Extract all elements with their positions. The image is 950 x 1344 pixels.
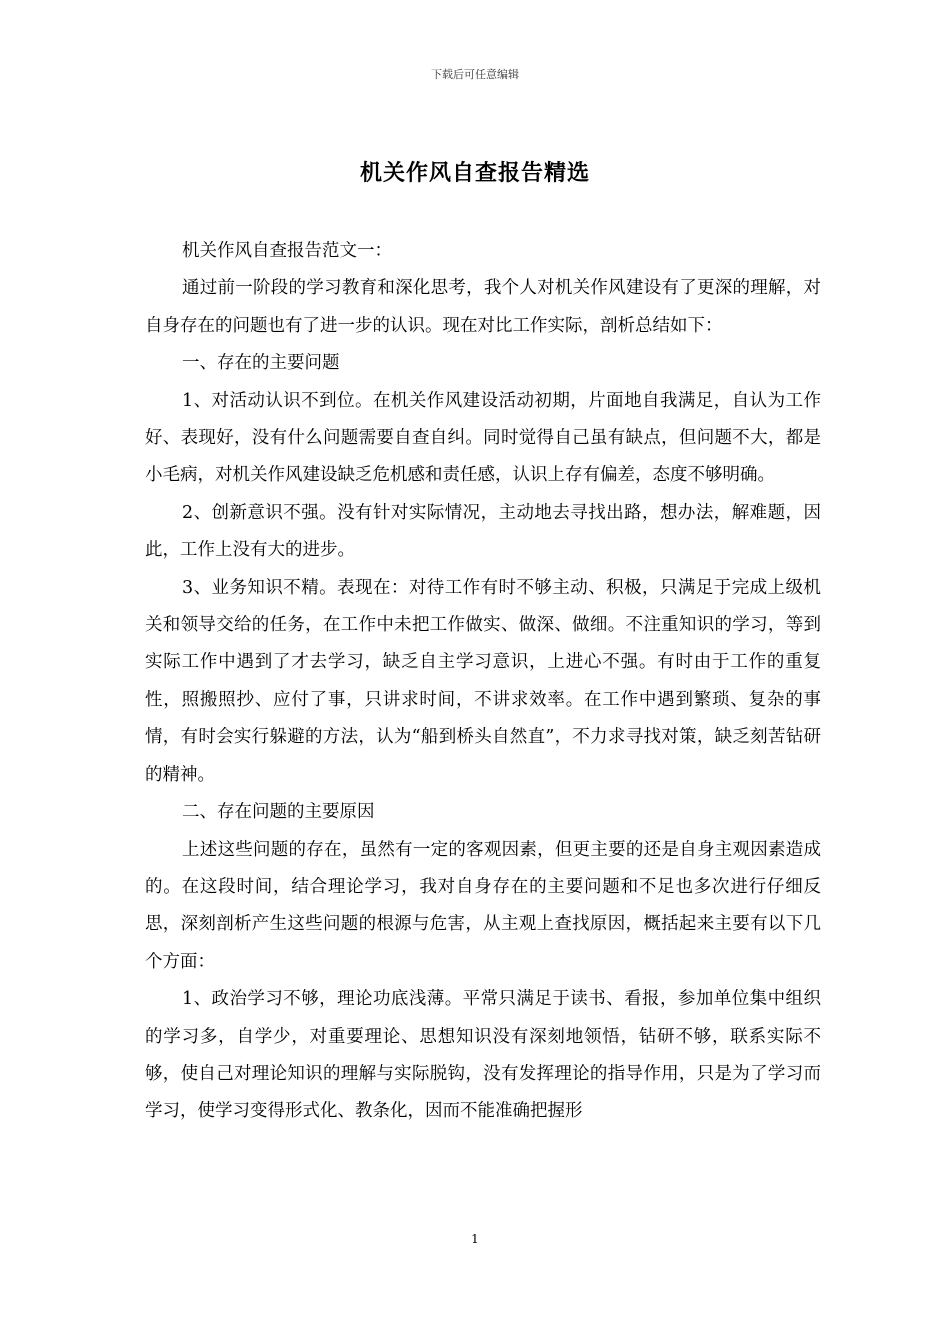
- paragraph-problem-1: 1、对活动认识不到位。在机关作风建设活动初期，片面地自我满足，自认为工作好、表现好，没有什么问题需要自查自纠。同时觉得自己虽有缺点，但问题不大，都是小毛病，对机关作风建设缺乏危机感和责任感，认识上存有偏差，态度不够明确。: [145, 390, 821, 486]
- paragraph-problem-3: 3、业务知识不精。表现在：对待工作有时不够主动、积极，只满足于完成上级机关和领导交给的任务，在工作中未把工作做实、做深、做细。不注重知识的学习，等到实际工作中遇到了才去学习，缺乏自主学习意识，上进心不强。有时由于工作的重复性，照搬照抄、应付了事，只讲求时间，不讲求效率。在工作中遇到繁琐、复杂的事情，有时会实行躲避的方法，认为“船到桥头自然直”，不力求寻找对策，缺乏刻苦钻研的精神。: [145, 577, 821, 785]
- paragraph-cause-1: 1、政治学习不够，理论功底浅薄。平常只满足于读书、看报，参加单位集中组织的学习多，自学少，对重要理论、思想知识没有深刻地领悟，钻研不够，联系实际不够，使自己对理论知识的理解与实际脱钩，没有发挥理论的指导作用，只是为了学习而学习，使学习变得形式化、教条化，因而不能准确把握形: [145, 989, 821, 1122]
- section-heading-causes: 二、存在问题的主要原因: [182, 802, 375, 823]
- section-heading-problems: 一、存在的主要问题: [182, 353, 340, 374]
- document-body: [145, 233, 821, 1131]
- paragraph-problem-2: 2、创新意识不强。没有针对实际情况，主动地去寻找出路，想办法，解难题，因此，工作上没有大的进步。: [145, 502, 821, 561]
- page-header-note: 下载后可任意编辑: [431, 68, 519, 81]
- paragraph-intro-label: 机关作风自查报告范文一：: [182, 241, 392, 261]
- page-number: 1: [471, 1232, 479, 1246]
- paragraph-causes-intro: 上述这些问题的存在，虽然有一定的客观因素，但更主要的还是自身主观因素造成的。在这段时间，结合理论学习，我对自身存在的主要问题和不足也多次进行仔细反思，深刻剖析产生这些问题的根源与危害，从主观上查找原因，概括起来主要有以下几个方面：: [145, 839, 821, 972]
- document-title: 机关作风自查报告精选: [359, 160, 590, 186]
- paragraph-opening: 通过前一阶段的学习教育和深化思考，我个人对机关作风建设有了更深的理解，对自身存在的问题也有了进一步的认识。现在对比工作实际，剖析总结如下：: [145, 278, 821, 336]
